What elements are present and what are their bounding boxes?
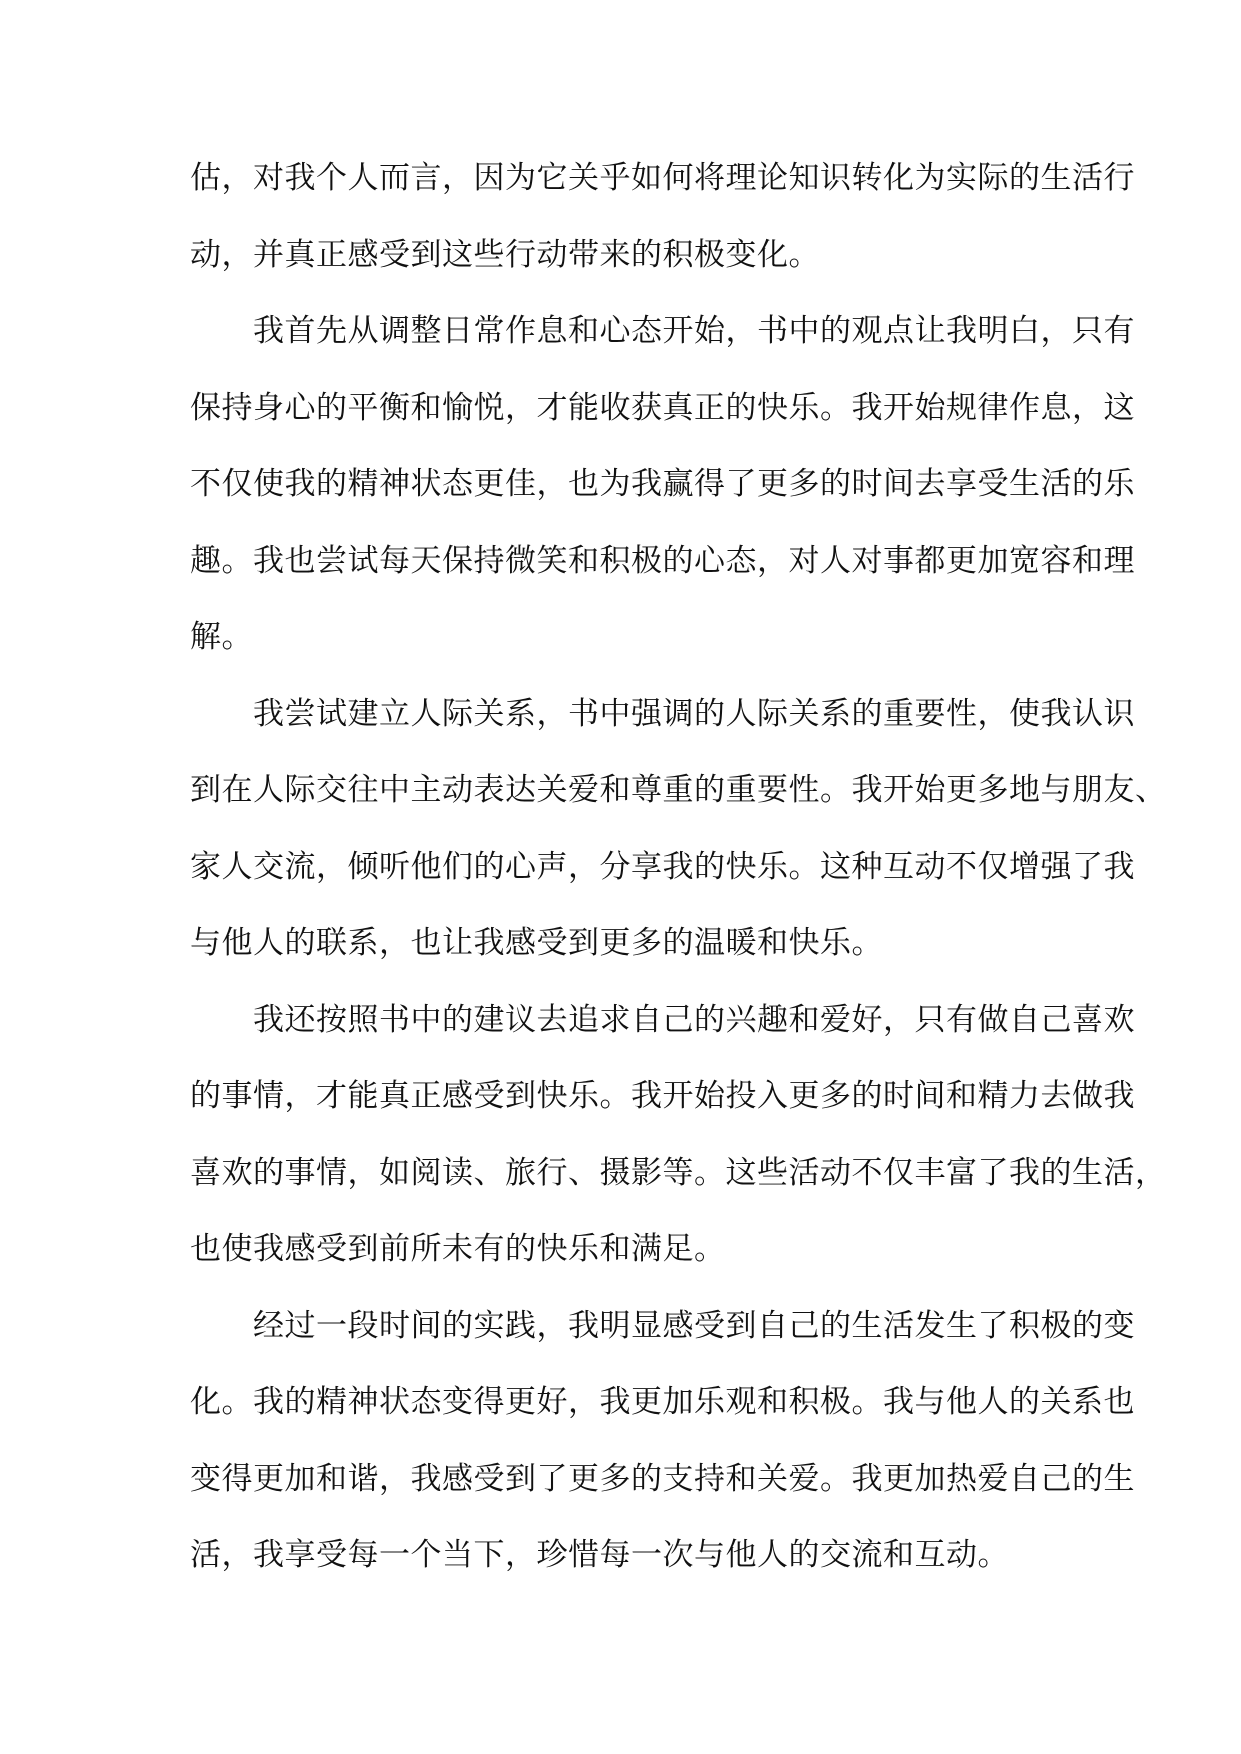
paragraph-2 [190, 293, 1135, 676]
paragraph-1 [190, 140, 1135, 293]
paragraph-line: 趣。我也尝试每天保持微笑和积极的心态，对人对事都更加宽容和理 [190, 542, 1135, 579]
paragraph-line: 不仅使我的精神状态更佳，也为我赢得了更多的时间去享受生活的乐 [190, 466, 1135, 502]
paragraph-line: 我还按照书中的建议去追求自己的兴趣和爱好，只有做自己喜欢 [190, 1001, 1135, 1038]
paragraph-line: 喜欢的事情，如阅读、旅行、摄影等。这些活动不仅丰富了我的生活， [190, 1154, 1167, 1191]
paragraph-line: 我尝试建立人际关系，书中强调的人际关系的重要性，使我认识 [190, 695, 1135, 732]
paragraph-3 [190, 676, 1167, 982]
paragraph-5 [190, 1288, 1135, 1594]
paragraph-line: 也使我感受到前所未有的快乐和满足。 [190, 1231, 726, 1267]
paragraph-line: 变得更加和谐，我感受到了更多的支持和关爱。我更加热爱自己的生 [190, 1460, 1135, 1497]
paragraph-4 [190, 982, 1167, 1288]
paragraph-line: 保持身心的平衡和愉悦，才能收获真正的快乐。我开始规律作息，这 [190, 389, 1135, 426]
paragraph-line: 解。 [190, 619, 253, 655]
paragraph-line: 活，我享受每一个当下，珍惜每一次与他人的交流和互动。 [190, 1537, 1009, 1573]
paragraph-line: 家人交流，倾听他们的心声，分享我的快乐。这种互动不仅增强了我 [190, 848, 1135, 885]
paragraph-line: 经过一段时间的实践，我明显感受到自己的生活发生了积极的变 [190, 1307, 1135, 1344]
paragraph-line: 的事情，才能真正感受到快乐。我开始投入更多的时间和精力去做我 [190, 1078, 1135, 1114]
paragraph-line: 化。我的精神状态变得更好，我更加乐观和积极。我与他人的关系也 [190, 1384, 1135, 1420]
paragraph-line: 与他人的联系，也让我感受到更多的温暖和快乐。 [190, 925, 883, 961]
paragraph-line: 动，并真正感受到这些行动带来的积极变化。 [190, 236, 820, 273]
paragraph-line: 到在人际交往中主动表达关爱和尊重的重要性。我开始更多地与朋友、 [190, 772, 1167, 808]
paragraph-line: 我首先从调整日常作息和心态开始，书中的观点让我明白，只有 [190, 313, 1135, 349]
document-body [190, 140, 1167, 1594]
paragraph-line: 估，对我个人而言，因为它关乎如何将理论知识转化为实际的生活行 [190, 160, 1135, 196]
